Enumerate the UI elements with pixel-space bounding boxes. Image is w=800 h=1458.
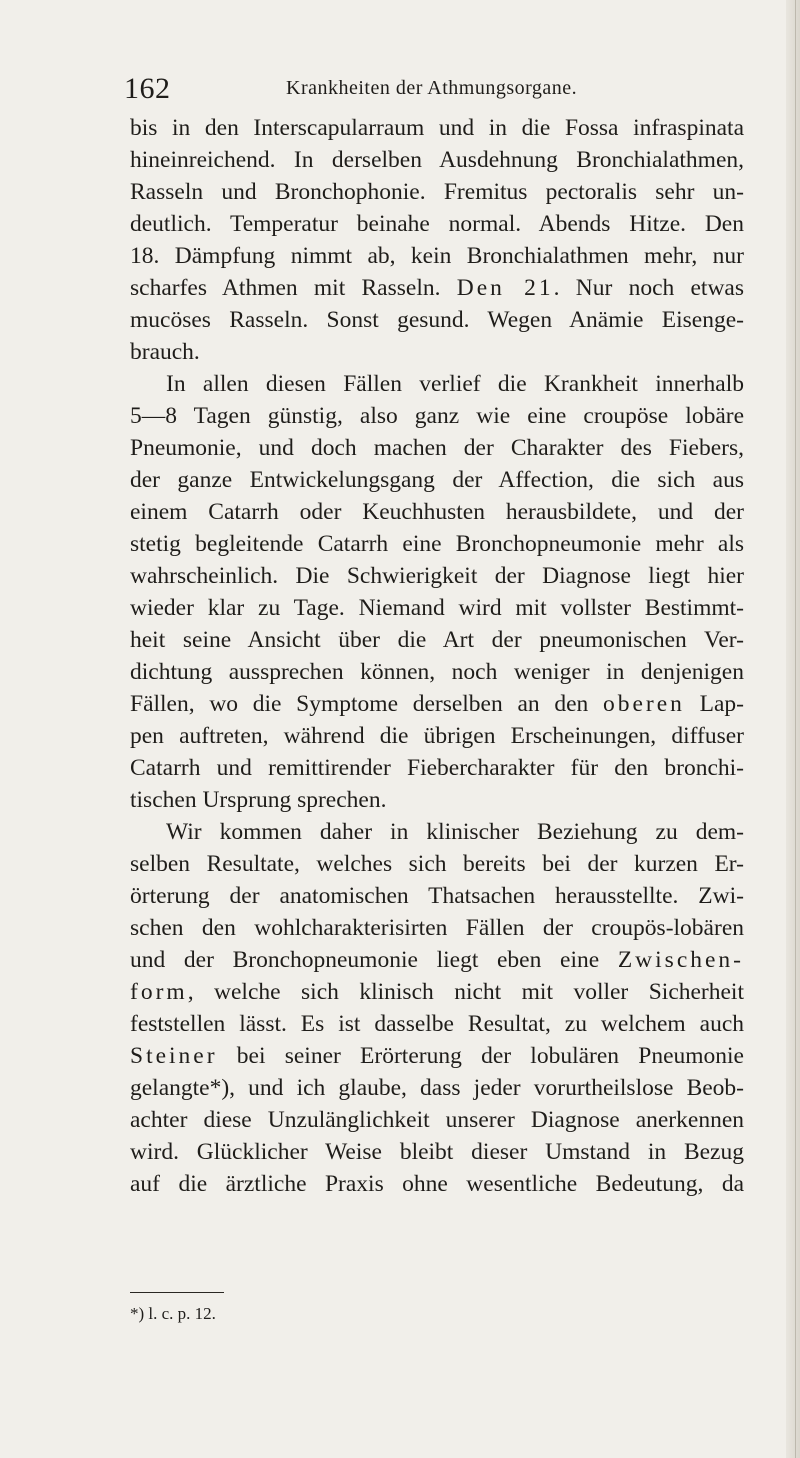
text-line: gelangte*), und ich glaube, dass jeder vorurtheilslose Beob- (130, 1075, 744, 1101)
text-line: einem Catarrh oder Keuchhusten herausbildete, und der (130, 499, 744, 525)
text-line: Catarrh und remittirender Fiebercharakter für den bronchi- (130, 755, 744, 781)
text-line: auf die ärztliche Praxis ohne wesentliche Bedeutung, da (130, 1171, 744, 1197)
text-line: selben Resultate, welches sich bereits bei der kurzen Er- (130, 851, 744, 877)
text-line: form, welche sich klinisch nicht mit voller Sicherheit (130, 979, 744, 1005)
text-line: wird. Glücklicher Weise bleibt dieser Umstand in Bezug (130, 1139, 744, 1165)
text-line: Fällen, wo die Symptome derselben an den oberen Lap- (130, 691, 744, 717)
text-line: und der Bronchopneumonie liegt eben eine Zwischen- (130, 947, 744, 973)
text-line: pen auftreten, während die übrigen Erscheinungen, diffuser (130, 723, 744, 749)
text-line: Pneumonie, und doch machen der Charakter des Fiebers, (130, 435, 744, 461)
page-number: 162 (124, 72, 171, 105)
footnote-rule (130, 1292, 224, 1293)
text-line: scharfes Athmen mit Rasseln. Den 21. Nur noch etwas (130, 275, 745, 301)
text-line: 18. Dämpfung nimmt ab, kein Bronchialathmen mehr, nur (130, 243, 744, 269)
text-line: stetig begleitende Catarrh eine Bronchopneumonie mehr als (130, 531, 744, 557)
spaced-emphasis: oberen (602, 691, 685, 717)
page-edge-line (795, 0, 796, 1458)
text-line: deutlich. Temperatur beinahe normal. Abends Hitze. Den (130, 211, 744, 237)
spaced-emphasis: Zwischen- (617, 947, 744, 973)
text-line: hineinreichend. In derselben Ausdehnung Bronchialathmen, (130, 147, 744, 173)
text-line: wahrscheinlich. Die Schwierigkeit der Diagnose liegt hier (130, 563, 744, 589)
text-line: feststellen lässt. Es ist dasselbe Resultat, zu welchem auch (130, 1011, 744, 1037)
spaced-emphasis: form (130, 979, 188, 1005)
text-line: wieder klar zu Tage. Niemand wird mit vollster Bestimmt- (130, 595, 744, 621)
text-line: bis in den Interscapularraum und in die Fossa infraspinata (130, 115, 744, 141)
text-line: 5—8 Tagen günstig, also ganz wie eine croupöse lobäre (130, 403, 744, 429)
footnote: *) l. c. p. 12. (130, 1304, 216, 1323)
running-head: Krankheiten der Athmungsorgane. (286, 77, 578, 99)
spaced-emphasis: Steiner (130, 1043, 218, 1069)
page-edge-shadow (786, 0, 800, 1458)
text-line: brauch. (130, 339, 200, 365)
text-line: der ganze Entwickelungsgang der Affection, die sich aus (130, 467, 744, 493)
text-line: heit seine Ansicht über die Art der pneumonischen Ver- (130, 627, 744, 653)
spaced-emphasis: Den 21 (456, 275, 554, 301)
paragraph-start-line: Wir kommen daher in klinischer Beziehung zu dem- (166, 819, 744, 845)
text-line: tischen Ursprung sprechen. (130, 787, 387, 813)
page-header (124, 72, 684, 108)
text-line: achter diese Unzulänglichkeit unserer Diagnose anerkennen (130, 1107, 744, 1133)
text-line: örterung der anatomischen Thatsachen herausstellte. Zwi- (130, 883, 744, 909)
text-line: mucöses Rasseln. Sonst gesund. Wegen Anämie Eisenge- (130, 307, 744, 333)
text-line: dichtung aussprechen können, noch weniger in denjenigen (130, 659, 744, 685)
text-line: Rasseln und Bronchophonie. Fremitus pectoralis sehr un- (130, 179, 744, 205)
text-line: Steiner bei seiner Erörterung der lobulären Pneumonie (130, 1043, 744, 1069)
text-line: schen den wohlcharakterisirten Fällen der croupös-lobären (130, 915, 744, 941)
paragraph-start-line: In allen diesen Fällen verlief die Krankheit innerhalb (166, 371, 744, 397)
